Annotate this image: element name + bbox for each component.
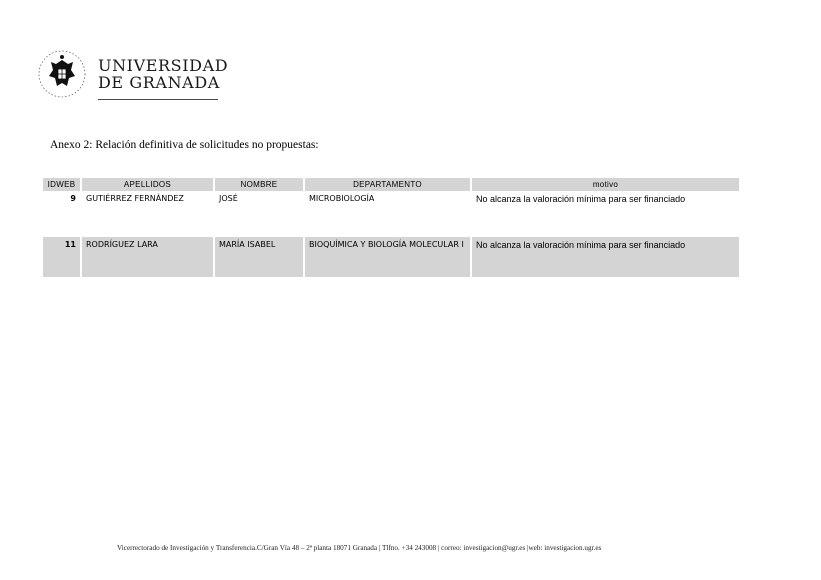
page-footer: Vicerrectorado de Investigación y Transferencia.C/Gran Vía 48 – 2ª planta 18071 Granada | Tlfno. +34 243008 | correo: investigacion@ugr.es |web: investigacion.ugr.es xyxy=(117,544,602,552)
cell-idweb: 11 xyxy=(43,237,80,277)
cell-nombre: MARÍA ISABEL xyxy=(215,237,303,277)
table-header-row xyxy=(43,178,739,191)
university-logo xyxy=(37,46,229,104)
table-row xyxy=(43,191,739,236)
cell-motivo: No alcanza la valoración mínima para ser financiado xyxy=(472,191,739,236)
logo-text-line1: UNIVERSIDAD xyxy=(98,56,229,75)
cell-nombre: JOSÉ xyxy=(219,194,238,203)
col-header-motivo: motivo xyxy=(472,178,739,191)
cell-apellidos: RODRÍGUEZ LARA xyxy=(82,237,213,277)
cell-motivo: No alcanza la valoración mínima para ser financiado xyxy=(472,237,739,277)
logo-text-line2: DE GRANADA xyxy=(98,73,220,92)
table-row xyxy=(43,237,739,277)
cell-idweb: 9 xyxy=(70,194,76,203)
university-crest-icon xyxy=(37,46,87,102)
col-header-nombre: NOMBRE xyxy=(215,178,303,191)
cell-departamento: BIOQUÍMICA Y BIOLOGÍA MOLECULAR I xyxy=(305,237,470,277)
requests-table xyxy=(41,178,741,277)
logo-underline xyxy=(98,99,218,100)
col-header-apellidos: APELLIDOS xyxy=(82,178,213,191)
col-header-departamento: DEPARTAMENTO xyxy=(305,178,470,191)
annex-title: Anexo 2: Relación definitiva de solicitudes no propuestas: xyxy=(50,139,319,151)
cell-departamento: MICROBIOLOGÍA xyxy=(309,194,375,203)
cell-apellidos: GUTIÉRREZ FERNÁNDEZ xyxy=(86,194,184,203)
col-header-idweb: IDWEB xyxy=(43,178,80,191)
